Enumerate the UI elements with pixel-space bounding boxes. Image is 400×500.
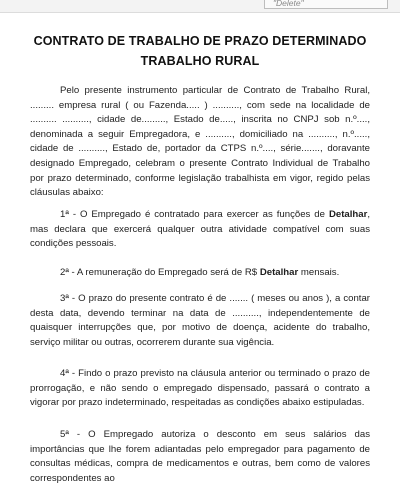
delete-button[interactable]: "Delete": [264, 0, 388, 9]
clause-3-text: 3ª - O prazo do presente contrato é de ....... ( meses ou anos ), a contar desta data, devendo terminar na data de .........., independentemente de quaisquer interrupções que, por motivo de doença, acidente do trabalho, serviço militar ou outras, ocorrerem durante sua vigência.: [30, 293, 370, 348]
intro-text: Pelo presente instrumento particular de Contrato de Trabalho Rural, ......... empresa rural ( ou Fazenda..... ) .........., com sede na localidade de .......... .........., cidade de........., Estado de....., inscrita no CNPJ sob n.º...., denominada a seguir Empregadora, e .........., domiciliado na .........., n.º....., cidade de .........., Estado de, portador da CTPS n.º...., série......., doravante designado Empregado, celebram o presente Contrato Individual de Trabalho por prazo determinado, conforme legislação trabalhista em vigor, regido pelas cláusulas abaixo:: [30, 85, 370, 199]
delete-label: Delete: [276, 0, 301, 8]
clause-1-text-b: , mas declara que exercerá qualquer outra atividade compatível com suas condições pessoais.: [30, 209, 370, 250]
intro-paragraph: [30, 84, 370, 201]
clause-4: [30, 367, 370, 411]
clause-1-placeholder: Detalhar: [328, 209, 368, 220]
clause-2-placeholder: Detalhar: [259, 267, 299, 278]
clause-3: [30, 292, 370, 350]
clause-5: [30, 428, 370, 486]
clause-2: [30, 266, 370, 281]
clause-1: [30, 208, 370, 252]
clause-5-text: 5ª - O Empregado autoriza o desconto em seus salários das importâncias que lhe forem adiantadas pelo empregador para pagamento de consultas médicas, compra de medicamentos e outras, bem como de valores correspondentes ao: [30, 429, 370, 484]
document-title-line1: CONTRATO DE TRABALHO DE PRAZO DETERMINADO: [33, 34, 367, 48]
document-title-line2: TRABALHO RURAL: [140, 54, 260, 68]
clause-4-text: 4ª - Findo o prazo previsto na cláusula anterior ou terminado o prazo de prorrogação, e não sendo o empregado dispensado, passará o contrato a vigorar por prazo indeterminado, respeitadas as condições abaixo estipuladas.: [30, 368, 370, 409]
clause-2-text-b: mensais.: [298, 267, 340, 278]
clause-1-text-a: 1ª - O Empregado é contratado para exercer as funções de: [60, 209, 329, 220]
clause-2-text-a: 2ª - A remuneração do Empregado será de R$: [60, 267, 260, 278]
